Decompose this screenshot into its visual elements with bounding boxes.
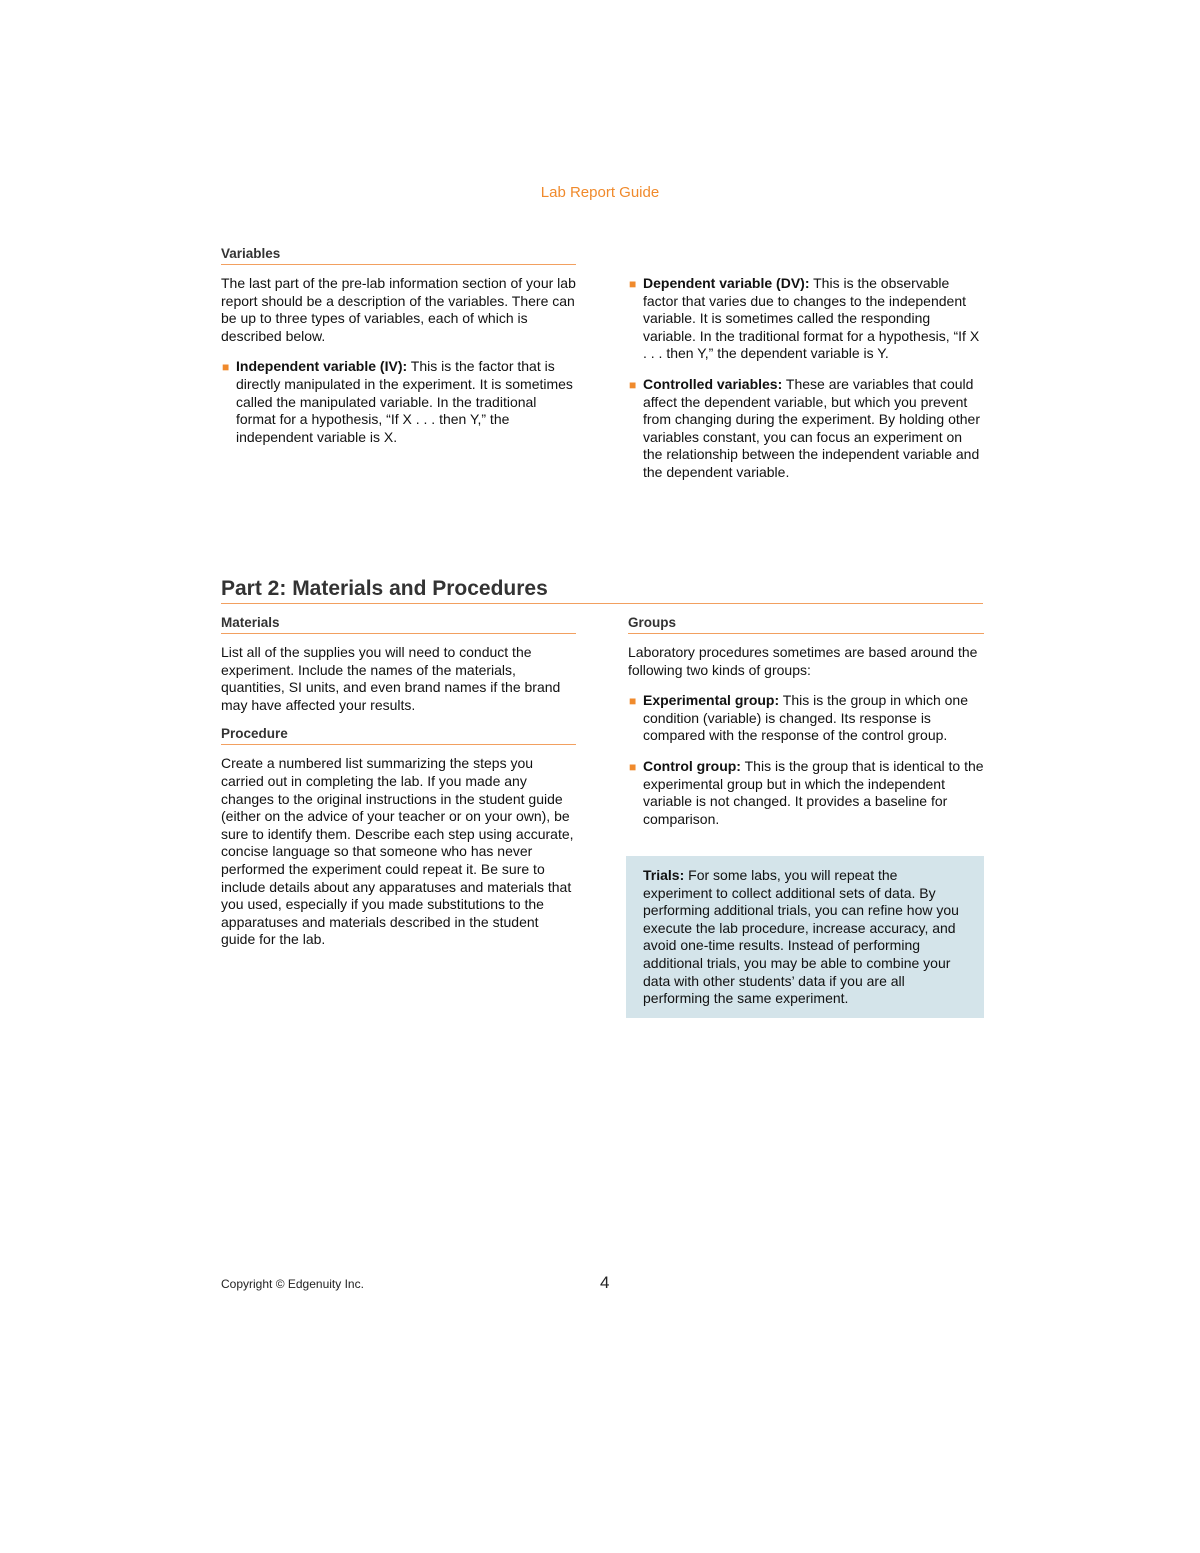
variables-list-left	[221, 358, 576, 446]
list-item	[221, 358, 576, 446]
bullet-icon: ■	[629, 759, 637, 774]
materials-text: List all of the supplies you will need to conduct the experiment. Include the names of the materials, quantities, SI units, and even brand names if the brand may have affected your results.	[221, 644, 561, 713]
term: Experimental group:	[643, 692, 780, 709]
term: Controlled variables:	[643, 375, 783, 392]
page-number: 4	[600, 1273, 610, 1292]
page-header-title: Lab Report Guide	[540, 184, 660, 201]
materials-heading: Materials	[221, 615, 576, 634]
groups-list	[628, 692, 984, 828]
procedure-text: Create a numbered list summarizing the steps you carried out in completing the lab. If you made any changes to the original instructions in the student guide (either on the advice of your teacher or on your own), be sure to identify them. Describe each step using accurate, concise language so that someone who has never performed the experiment could repeat it. Be sure to include details about any apparatuses and materials that you used, especially if you made substitutions to the apparatuses and materials described in the student guide for the lab.	[221, 755, 574, 948]
list-item	[628, 376, 984, 482]
trials-text: For some labs, you will repeat the experiment to collect additional sets of data. By performing additional trials, you can refine how you execute the lab procedure, increase accuracy, and avoid one-time results. Instead of performing additional trials, you may be able to combine your data with other students’ data if you are all performing the same experiment.	[643, 867, 959, 1007]
bullet-icon: ■	[629, 377, 637, 392]
term-description: These are variables that could affect the dependent variable, but which you prevent from changing during the experiment. By holding other variables constant, you can focus an experiment on the relationship between the independent variable and the dependent variable.	[643, 375, 980, 480]
list-item	[628, 758, 984, 828]
variables-heading: Variables	[221, 246, 576, 265]
copyright-notice: Copyright © Edgenuity Inc.	[221, 1277, 364, 1291]
procedure-heading: Procedure	[221, 726, 576, 745]
materials-section	[221, 615, 576, 949]
variables-section	[221, 246, 576, 459]
list-item	[628, 692, 984, 745]
bullet-icon: ■	[629, 694, 637, 709]
term-description: This is the group in which one condition (variable) is changed. Its response is compared with the response of the control group.	[643, 692, 968, 744]
term-description: This is the observable factor that varies due to changes to the independent variable. It is sometimes called the responding variable. In the traditional format for a hypothesis, “If X . . . then Y,” the dependent variable is Y.	[643, 275, 980, 362]
variables-intro: The last part of the pre-lab information section of your lab report should be a description of the variables. There can be up to three types of variables, each of which is described below.	[221, 275, 576, 344]
term: Independent variable (IV):	[236, 358, 408, 375]
trials-callout	[626, 856, 984, 1018]
part2-heading: Part 2: Materials and Procedures	[221, 577, 983, 604]
term: Control group:	[643, 757, 741, 774]
groups-intro: Laboratory procedures sometimes are based around the following two kinds of groups:	[628, 644, 978, 678]
term-description: This is the group that is identical to the experimental group but in which the independent variable is not changed. It provides a baseline for comparison.	[643, 757, 984, 827]
list-item	[628, 275, 984, 363]
groups-section	[628, 615, 984, 841]
variables-list-right	[628, 275, 984, 482]
groups-heading: Groups	[628, 615, 984, 634]
term: Dependent variable (DV):	[643, 275, 810, 291]
variables-right-column	[628, 275, 984, 495]
trials-term: Trials:	[643, 867, 685, 883]
term-description: This is the factor that is directly manipulated in the experiment. It is sometimes called the manipulated variable. In the traditional format for a hypothesis, “If X . . . then Y,” the independent variable is X.	[236, 358, 573, 445]
bullet-icon: ■	[629, 277, 637, 291]
bullet-icon: ■	[222, 360, 230, 375]
